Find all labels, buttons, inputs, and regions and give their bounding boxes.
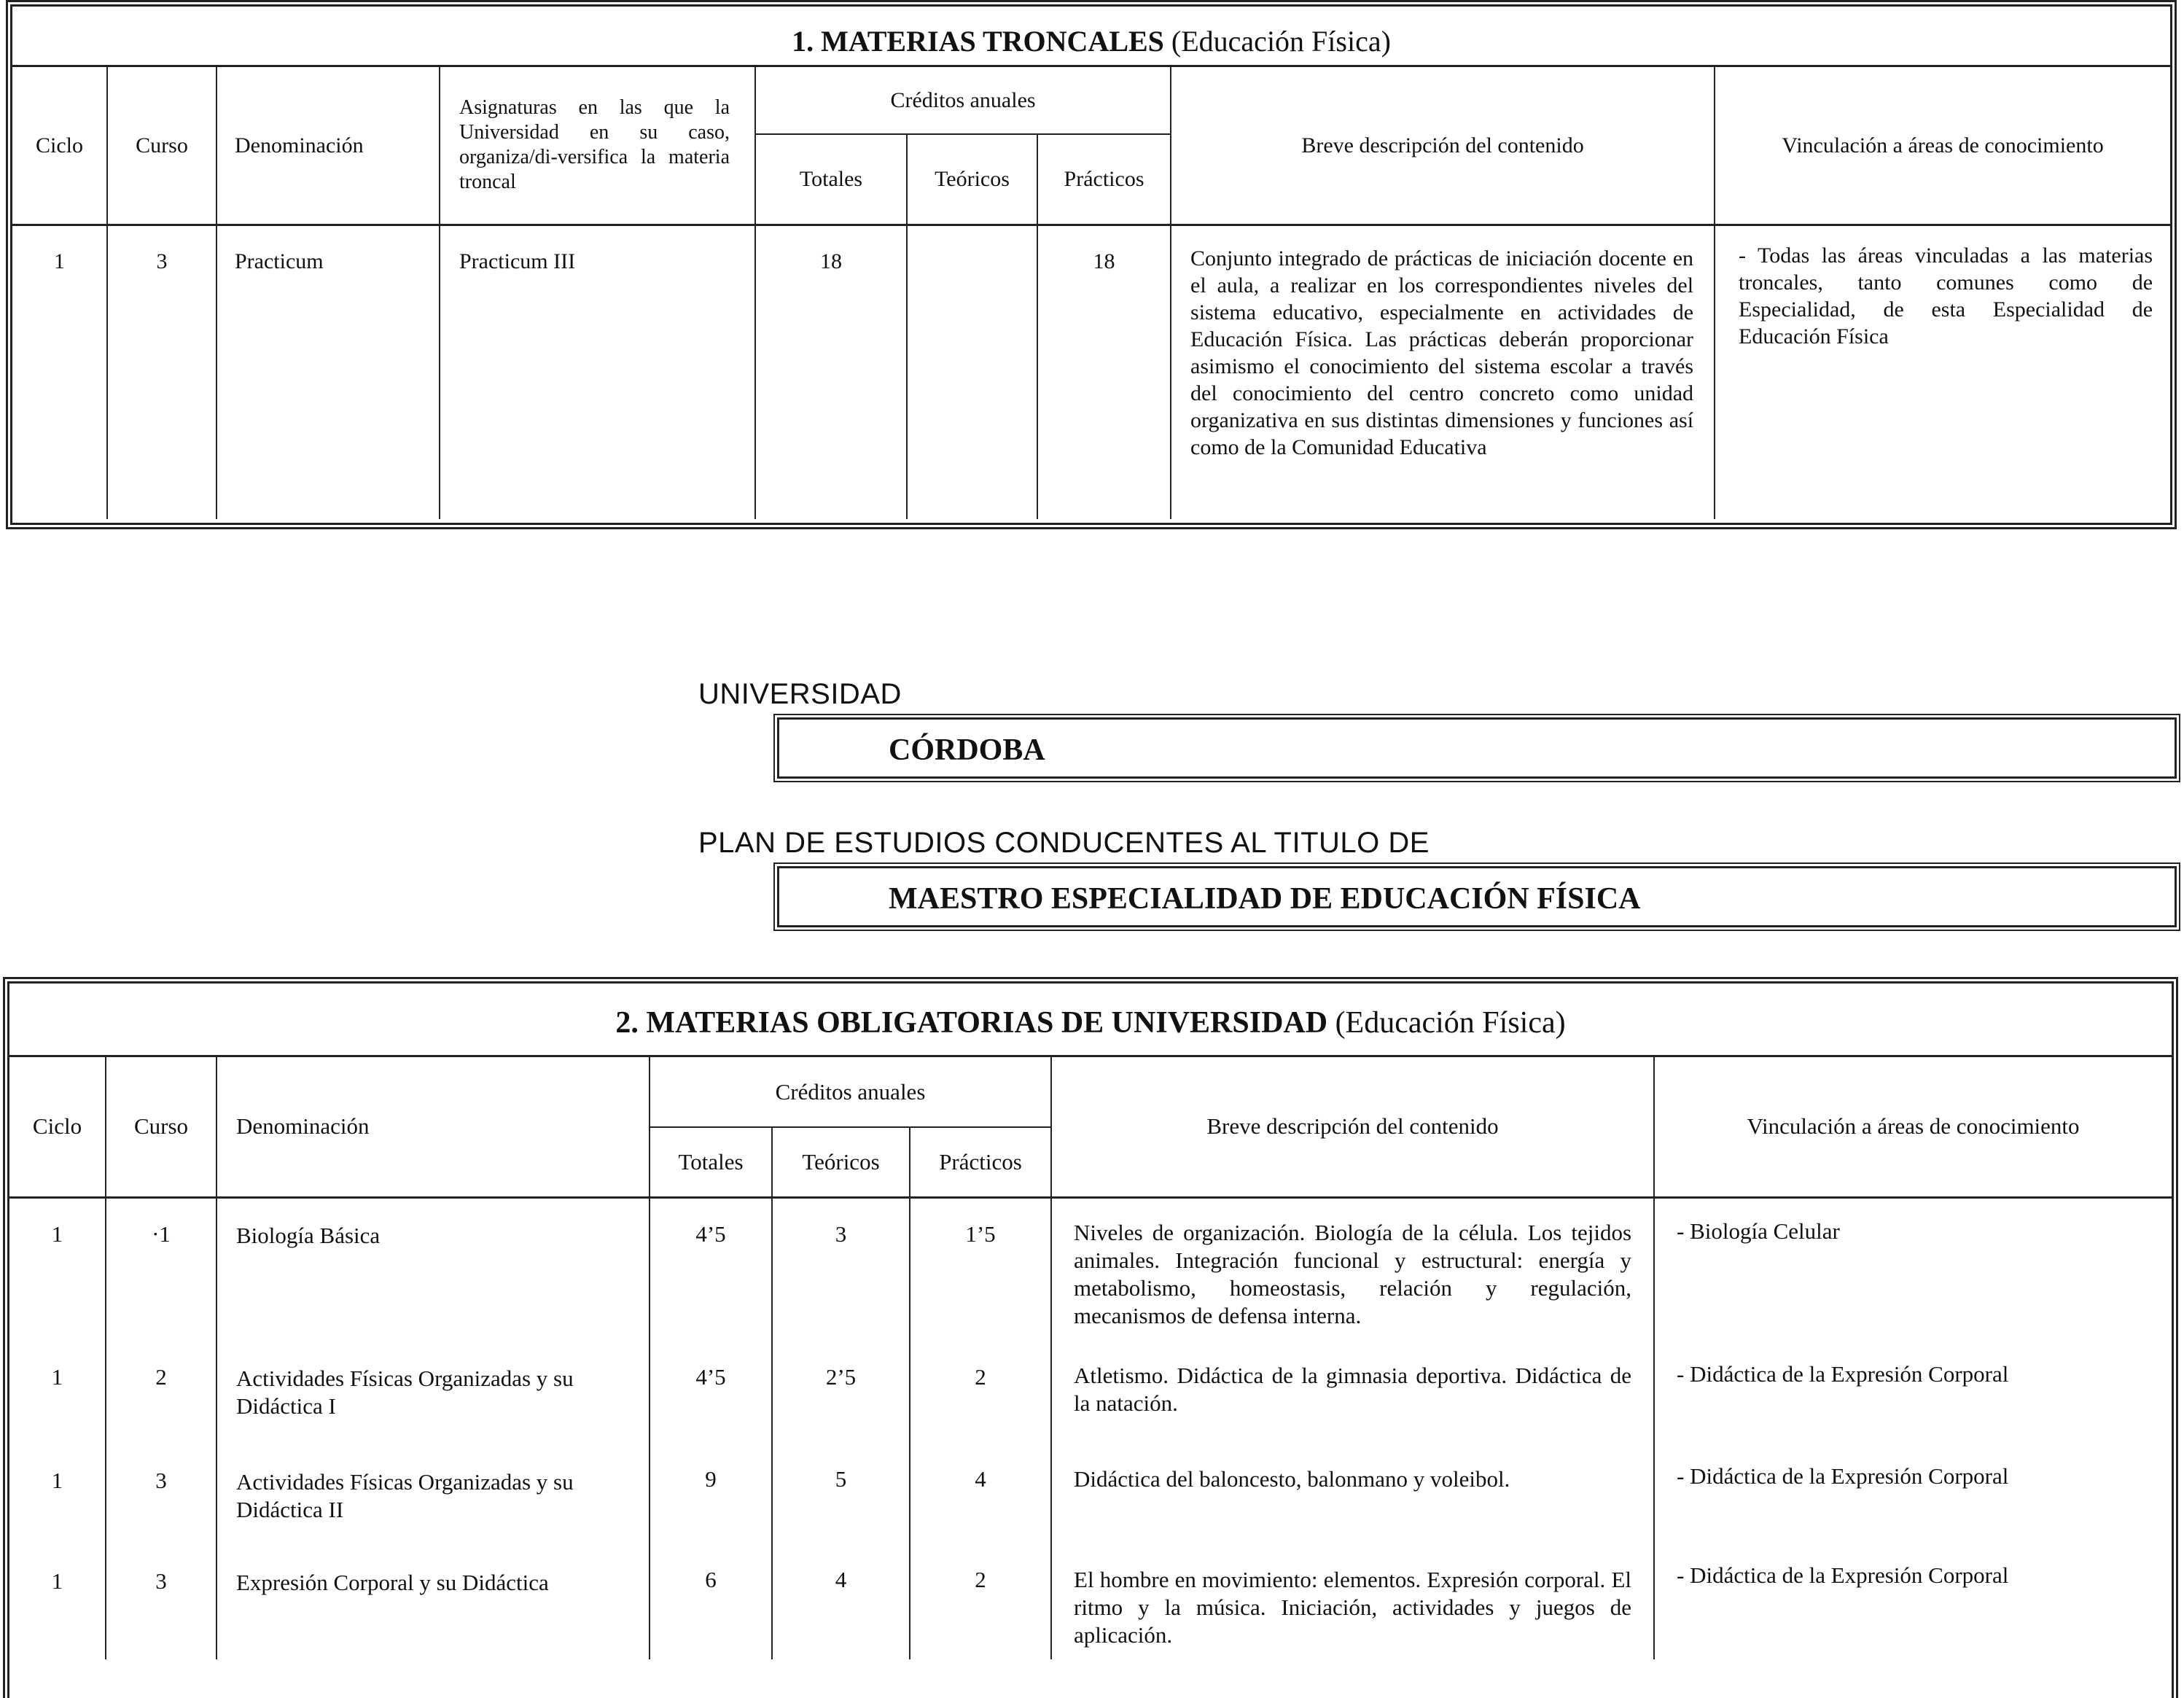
cell-curso: 3: [107, 225, 217, 519]
cell-denominacion: Biología Básica: [217, 1197, 650, 1349]
table-title-rest: (Educación Física): [1335, 1006, 1566, 1040]
cell-practicos: 18: [1037, 225, 1171, 519]
header-teoricos: Teóricos: [907, 134, 1037, 225]
cell-vinculacion: - Didáctica de la Expresión Corporal: [1654, 1451, 2172, 1550]
cell-denominacion: Practicum: [217, 225, 440, 519]
header-vinculacion: Vinculación a áreas de conocimiento: [1654, 1057, 2172, 1197]
obligatorias-table: [9, 1057, 2172, 1659]
cell-teoricos: 2’5: [772, 1349, 910, 1451]
table-row: [9, 1550, 2172, 1659]
table-title-bold: 2. MATERIAS OBLIGATORIAS DE UNIVERSIDAD: [615, 1006, 1328, 1040]
plan-label: PLAN DE ESTUDIOS CONDUCENTES AL TITULO DE: [698, 827, 1430, 859]
header-practicos: Prácticos: [910, 1127, 1051, 1197]
cell-ciclo: 1: [9, 1451, 106, 1550]
header-practicos: Prácticos: [1037, 134, 1171, 225]
cell-vinculacion: - Didáctica de la Expresión Corporal: [1654, 1349, 2172, 1451]
cell-practicos: 2: [910, 1349, 1051, 1451]
header-teoricos: Teóricos: [772, 1127, 910, 1197]
table-row: [9, 1197, 2172, 1349]
cell-totales: 9: [650, 1451, 772, 1550]
cell-teoricos: 5: [772, 1451, 910, 1550]
cell-teoricos: [907, 225, 1037, 519]
header-totales: Totales: [650, 1127, 772, 1197]
cell-descripcion: Conjunto integrado de prácticas de iniciación docente en el aula, a realizar en los correspondientes niveles del sistema educativo, especialmente en actividades de Educación Física. Las prácticas deberán proporcionar asimismo el conocimiento del sistema escolar a través del conocimiento del centro concreto como unidad organizativa en sus distintas dimensiones y funciones así como de la Comunidad Educativa: [1171, 225, 1715, 519]
table-title-rest: (Educación Física): [1171, 25, 1391, 58]
cell-curso: ·1: [106, 1197, 217, 1349]
header-descripcion: Breve descripción del contenido: [1051, 1057, 1654, 1197]
table-title: [9, 984, 2172, 1057]
header-creditos: Créditos anuales: [650, 1057, 1051, 1127]
header-ciclo: Ciclo: [9, 1057, 106, 1197]
cell-totales: 18: [755, 225, 907, 519]
cell-vinculacion: - Biología Celular: [1654, 1197, 2172, 1349]
cell-ciclo: 1: [9, 1349, 106, 1451]
cell-descripcion: Niveles de organización. Biología de la célula. Los tejidos animales. Integración funcional y estructural: energía y metabolismo, homeostasis, relación y regulación, mecanismos de defensa interna.: [1051, 1197, 1654, 1349]
cell-teoricos: 4: [772, 1550, 910, 1659]
cell-curso: 3: [106, 1550, 217, 1659]
table-materias-troncales: [10, 4, 2172, 525]
universidad-box: [777, 717, 2177, 779]
cell-practicos: 1’5: [910, 1197, 1051, 1349]
cell-denominacion: Actividades Físicas Organizadas y su Didáctica II: [217, 1451, 650, 1550]
header-ciclo: Ciclo: [12, 67, 107, 225]
header-totales: Totales: [755, 134, 907, 225]
table-title-bold: 1. MATERIAS TRONCALES: [792, 25, 1164, 58]
cell-denominacion: Actividades Físicas Organizadas y su Didáctica I: [217, 1349, 650, 1451]
cell-vinculacion: - Todas las áreas vinculadas a las materias troncales, tanto comunes como de Especialidad, de esta Especialidad de Educación Física: [1715, 225, 2170, 519]
cell-practicos: 2: [910, 1550, 1051, 1659]
cell-ciclo: 1: [12, 225, 107, 519]
header-vinculacion: Vinculación a áreas de conocimiento: [1715, 67, 2170, 225]
troncales-table: [12, 67, 2170, 519]
cell-curso: 3: [106, 1451, 217, 1550]
header-denominacion: Denominación: [217, 1057, 650, 1197]
cell-practicos: 4: [910, 1451, 1051, 1550]
cell-vinculacion: - Didáctica de la Expresión Corporal: [1654, 1550, 2172, 1659]
header-descripcion: Breve descripción del contenido: [1171, 67, 1715, 225]
plan-box: [777, 866, 2177, 927]
header-asignaturas: Asignaturas en las que la Universidad en su caso, organiza/di-versifica la materia troncal: [440, 67, 755, 225]
cell-totales: 6: [650, 1550, 772, 1659]
cell-descripcion: El hombre en movimiento: elementos. Expresión corporal. El ritmo y la música. Iniciación, actividades y juegos de aplicación.: [1051, 1550, 1654, 1659]
table-row: [9, 1451, 2172, 1550]
table-row: [12, 225, 2170, 519]
header-denominacion: Denominación: [217, 67, 440, 225]
cell-ciclo: 1: [9, 1197, 106, 1349]
cell-ciclo: 1: [9, 1550, 106, 1659]
header-creditos: Créditos anuales: [755, 67, 1171, 134]
cell-descripcion: Didáctica del baloncesto, balonmano y voleibol.: [1051, 1451, 1654, 1550]
universidad-label: UNIVERSIDAD: [698, 678, 902, 710]
cell-totales: 4’5: [650, 1197, 772, 1349]
header-curso: Curso: [107, 67, 217, 225]
cell-asignatura: Practicum III: [440, 225, 755, 519]
header-curso: Curso: [106, 1057, 217, 1197]
table-materias-obligatorias: [7, 981, 2174, 1698]
plan-value: MAESTRO ESPECIALIDAD DE EDUCACIÓN FÍSICA: [889, 882, 1641, 916]
cell-totales: 4’5: [650, 1349, 772, 1451]
cell-descripcion: Atletismo. Didáctica de la gimnasia deportiva. Didáctica de la natación.: [1051, 1349, 1654, 1451]
cell-denominacion: Expresión Corporal y su Didáctica: [217, 1550, 650, 1659]
table-title: [12, 7, 2170, 67]
cell-teoricos: 3: [772, 1197, 910, 1349]
cell-curso: 2: [106, 1349, 217, 1451]
table-row: [9, 1349, 2172, 1451]
universidad-value: CÓRDOBA: [889, 733, 1045, 767]
